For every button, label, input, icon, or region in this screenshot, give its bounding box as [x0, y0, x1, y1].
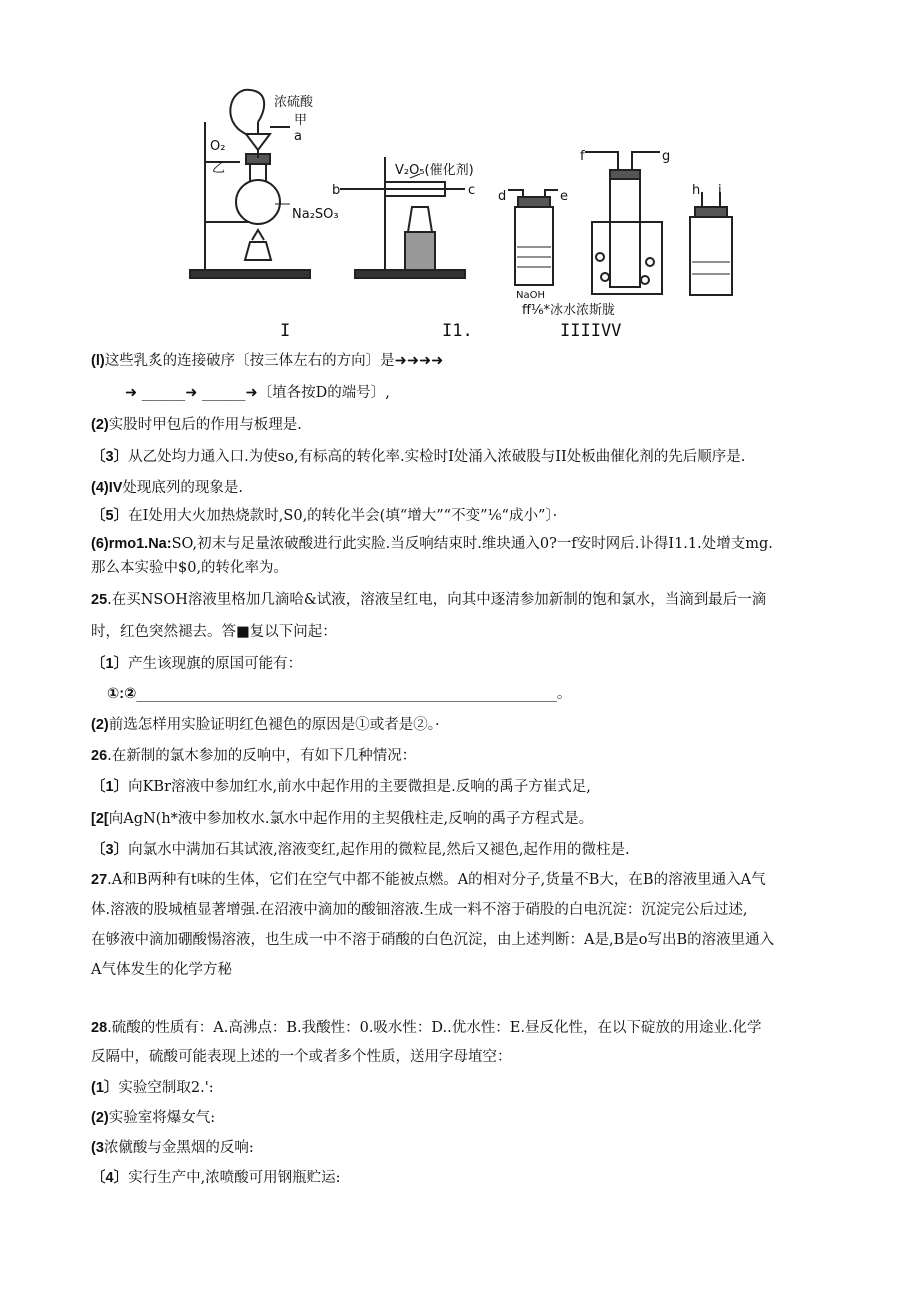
label-jia: 甲	[294, 113, 308, 128]
roman-I: I	[280, 321, 291, 341]
label-c: c	[468, 183, 476, 198]
q28-line-5: (3浓僦酸与金黑烟的反响:	[91, 1140, 254, 1156]
label-naoh: NaOH	[516, 290, 545, 301]
label-d: d	[498, 189, 507, 204]
q25-answer-blank: ①:②__________________________________________________________。	[107, 686, 572, 702]
q27-line-2: 体.溶液的股城植显著增强.在沼液中滴加的酸钿溶液.生成一料不溶于硝股的白电沉淀：沉淀完公后过述,	[91, 902, 748, 918]
label-e: e	[560, 189, 568, 204]
label-b: b	[332, 183, 341, 198]
q28-line-1: 28.硫酸的性质有：A.高沸点：B.我酸性：0.吸水性：D..优水性：E.昼反化性，在以下碇放的用途业.化学	[91, 1020, 762, 1036]
q27-line-3: 在够液中滴加硼酸愓溶液，也生成一中不溶于硝酸的白色沉淀，由上述判断：A是,B是o写出B的溶液里通入	[91, 932, 775, 948]
label-yi: 乙	[212, 161, 226, 176]
label-f: f	[580, 149, 585, 164]
q26-line-3: [2[向AgN(h*液中参加枚水.氯水中起作用的主契俄柱走,反响的禹子方程式是。	[91, 811, 594, 827]
label-o2: O₂	[210, 139, 226, 154]
apparatus-III	[508, 190, 558, 285]
label-i: i	[718, 183, 722, 198]
q28-line-2: 反隔中，硫酸可能表现上述的一个或者多个性质，送用字母埴空：	[91, 1049, 512, 1065]
q25-line-2: 时，红色突然褪去。答■复以下问起：	[91, 624, 337, 640]
label-na2so3: Na₂SO₃	[292, 207, 339, 222]
q27-line-4: A气体发生的化学方秘	[91, 962, 232, 978]
label-v2o5: V₂O₅(催化剂)	[395, 163, 474, 178]
roman-III-IV-V: IIIIVV	[560, 321, 622, 341]
apparatus-IV	[585, 152, 662, 294]
q25-line-4: (2)前选怎样用实脸证明红色褪色的原因是①或者是②。·	[91, 717, 440, 733]
q28-line-3: (1〕实验空制取2.':	[91, 1080, 214, 1096]
q28-line-6: 〔4〕实行生产中,浓喷酸可用钢瓶贮运:	[91, 1170, 341, 1186]
label-h: h	[692, 183, 701, 198]
q-line-6: 〔5〕在I处用大火加热烧款时,S0,的转化半会(填“增大”“不变”⅙“成小”〕·	[91, 508, 558, 524]
q27-line-1: 27.A和B两种有t味的生体，它们在空气中都不能被点燃。A的相对分子,货量不B大，在B的溶液里通入A气	[91, 872, 766, 888]
q-line-5: (4)IV处现底列的现象是.	[91, 480, 244, 496]
q26-line-2: 〔1〕向KBr溶液中参加红水,前水中起作用的主要微担是.反响的禹子方崔式足,	[91, 779, 591, 795]
q28-line-4: (2)实验室将爆女气:	[91, 1110, 216, 1126]
q-line-1: (l)这些乳炙的连接破序〔按三体左右的方向〕是➜➜➜➜	[91, 353, 444, 369]
q25-line-1: 25.在买NSOH溶液里格加几滴哈&试液，溶液呈红电，向其中逐清参加新制的饱和氯水，当滴到最后一滴	[91, 592, 767, 608]
label-g: g	[662, 149, 671, 164]
q-line-3: (2)实股时甲包后的作用与板理是.	[91, 417, 302, 433]
q25-line-3: 〔1〕产生该现旗的原国可能有：	[91, 656, 303, 672]
apparatus-V	[690, 192, 732, 295]
apparatus-figure	[180, 82, 740, 344]
label-ice-bath: ff⅙*冰水浓斯胧	[522, 303, 616, 318]
q-line-8: 那么本实验中$0,的转化率为。	[91, 560, 289, 576]
q-line-2: ➜ ______➜ ______➜〔埴各按D的端号〕,	[125, 385, 390, 401]
label-a: a	[294, 129, 302, 144]
label-conc-acid: 浓硫酸	[274, 95, 314, 110]
q-line-4: 〔3〕从乙处均力通入口.为使so,有标高的转化率.实检时I处涌入浓破股与II处板曲催化剂的先后顺序是.	[91, 449, 746, 465]
apparatus-I	[190, 90, 310, 278]
q26-line-4: 〔3〕向氯水中满加石其试液,溶液变红,起作用的微粒昆,然后又褪色,起作用的微柱是.	[91, 842, 630, 858]
q26-line-1: 26.在新制的氯木参加的反响中，有如下几种情况：	[91, 748, 417, 764]
roman-II: I1.	[442, 321, 473, 341]
q-line-7: (6)rmo1.Na:SO,初末与足量浓破酸进行此实脸.当反响结束时.维块通入0?一f安时网后.讣得I1.1.处增支mg.	[91, 536, 773, 552]
